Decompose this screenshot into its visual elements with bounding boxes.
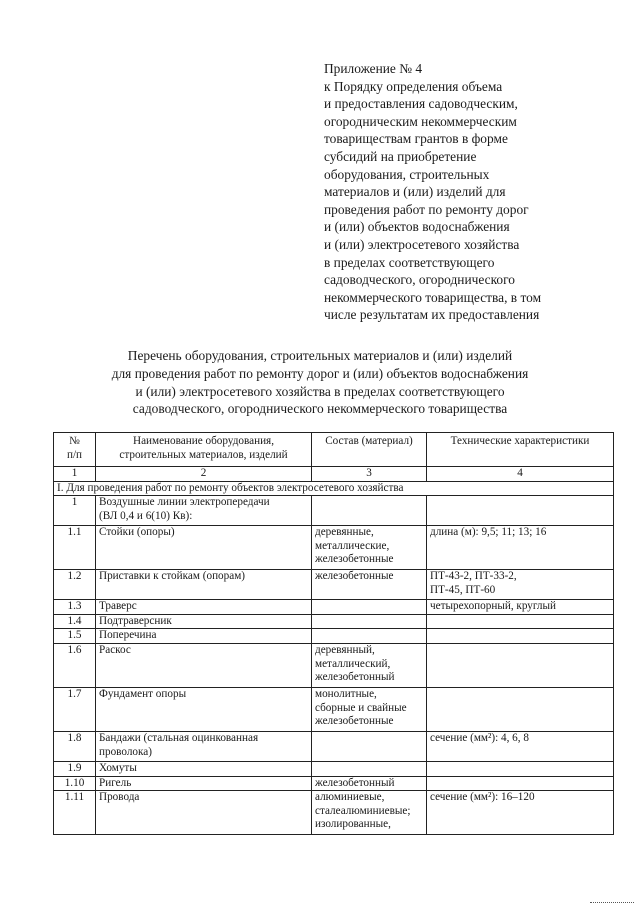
row-material (312, 761, 427, 776)
table-header-row (54, 433, 614, 467)
row-name: Бандажи (стальная оцинкованная проволока) (96, 731, 312, 761)
column-number: 2 (96, 467, 312, 482)
row-specs: длина (м): 9,5; 11; 13; 16 (427, 526, 614, 570)
row-number: 1.4 (54, 614, 96, 629)
section-row (54, 481, 614, 496)
table-row (54, 761, 614, 776)
table-row (54, 776, 614, 791)
scan-mark (590, 896, 634, 903)
row-specs (427, 776, 614, 791)
row-specs (427, 761, 614, 776)
row-name: Подтраверсник (96, 614, 312, 629)
row-number: 1.10 (54, 776, 96, 791)
table-row (54, 526, 614, 570)
row-name: Приставки к стойкам (опорам) (96, 570, 312, 600)
row-specs (427, 614, 614, 629)
row-specs (427, 496, 614, 526)
row-specs: четырехопорный, круглый (427, 600, 614, 615)
row-specs: ПТ-43-2, ПТ-33-2, ПТ-45, ПТ-60 (427, 570, 614, 600)
row-material: деревянные, металлические, железобетонные (312, 526, 427, 570)
header-specs: Технические характеристики (427, 433, 614, 467)
row-specs (427, 629, 614, 644)
table-body (54, 496, 614, 835)
table-row (54, 600, 614, 615)
row-name: Фундамент опоры (96, 687, 312, 731)
row-number: 1.11 (54, 791, 96, 835)
equipment-table (53, 432, 614, 835)
table-row (54, 687, 614, 731)
row-number: 1 (54, 496, 96, 526)
row-number: 1.7 (54, 687, 96, 731)
row-material: монолитные, сборные и свайные железобетонные (312, 687, 427, 731)
row-name: Раскос (96, 643, 312, 687)
header-material: Состав (материал) (312, 433, 427, 467)
row-number: 1.1 (54, 526, 96, 570)
row-name: Хомуты (96, 761, 312, 776)
row-material (312, 731, 427, 761)
column-number-row (54, 467, 614, 482)
row-name: Поперечина (96, 629, 312, 644)
table-row (54, 496, 614, 526)
row-material: железобетонные (312, 570, 427, 600)
row-material (312, 496, 427, 526)
table-row (54, 643, 614, 687)
row-material: деревянный, металлический, железобетонный (312, 643, 427, 687)
header-number: № п/п (54, 433, 96, 467)
row-specs (427, 687, 614, 731)
table-row (54, 731, 614, 761)
appendix-note: Приложение № 4 к Порядку определения объема и предоставления садоводческим, огородническим некоммерческим товариществам грантов в форме субсидий на приобретение оборудования, строительных материалов и (или) изделий для проведения работ по ремонту дорог и (или) объектов водоснабжения и (или) электросетевого хозяйства в пределах соответствующего садоводческого, огороднического некоммерческого товарищества, в том числе результатам их предоставления (324, 61, 542, 323)
header-name: Наименование оборудования, строительных материалов, изделий (96, 433, 312, 467)
row-number: 1.3 (54, 600, 96, 615)
row-name: Воздушные линии электропередачи (ВЛ 0,4 и 6(10) Кв): (96, 496, 312, 526)
row-number: 1.9 (54, 761, 96, 776)
row-number: 1.6 (54, 643, 96, 687)
row-material (312, 600, 427, 615)
row-number: 1.8 (54, 731, 96, 761)
table-row (54, 570, 614, 600)
row-number: 1.5 (54, 629, 96, 644)
document-title: Перечень оборудования, строительных материалов и (или) изделий для проведения работ по ремонту дорог и (или) объектов водоснабжения и (или) электросетевого хозяйства в пределах соответствующего садоводческого, огороднического некоммерческого товарищества (111, 348, 529, 417)
row-material: железобетонный (312, 776, 427, 791)
row-material: алюминиевые, сталеалюминиевые; изолированные, (312, 791, 427, 835)
row-number: 1.2 (54, 570, 96, 600)
row-specs: сечение (мм²): 16–120 (427, 791, 614, 835)
row-specs: сечение (мм²): 4, 6, 8 (427, 731, 614, 761)
table-row (54, 791, 614, 835)
row-specs (427, 643, 614, 687)
column-number: 4 (427, 467, 614, 482)
row-name: Ригель (96, 776, 312, 791)
row-name: Стойки (опоры) (96, 526, 312, 570)
row-material (312, 629, 427, 644)
table-row (54, 629, 614, 644)
table-row (54, 614, 614, 629)
section-title: I. Для проведения работ по ремонту объектов электросетевого хозяйства (54, 481, 614, 496)
row-material (312, 614, 427, 629)
row-name: Провода (96, 791, 312, 835)
row-name: Траверс (96, 600, 312, 615)
column-number: 1 (54, 467, 96, 482)
column-number: 3 (312, 467, 427, 482)
